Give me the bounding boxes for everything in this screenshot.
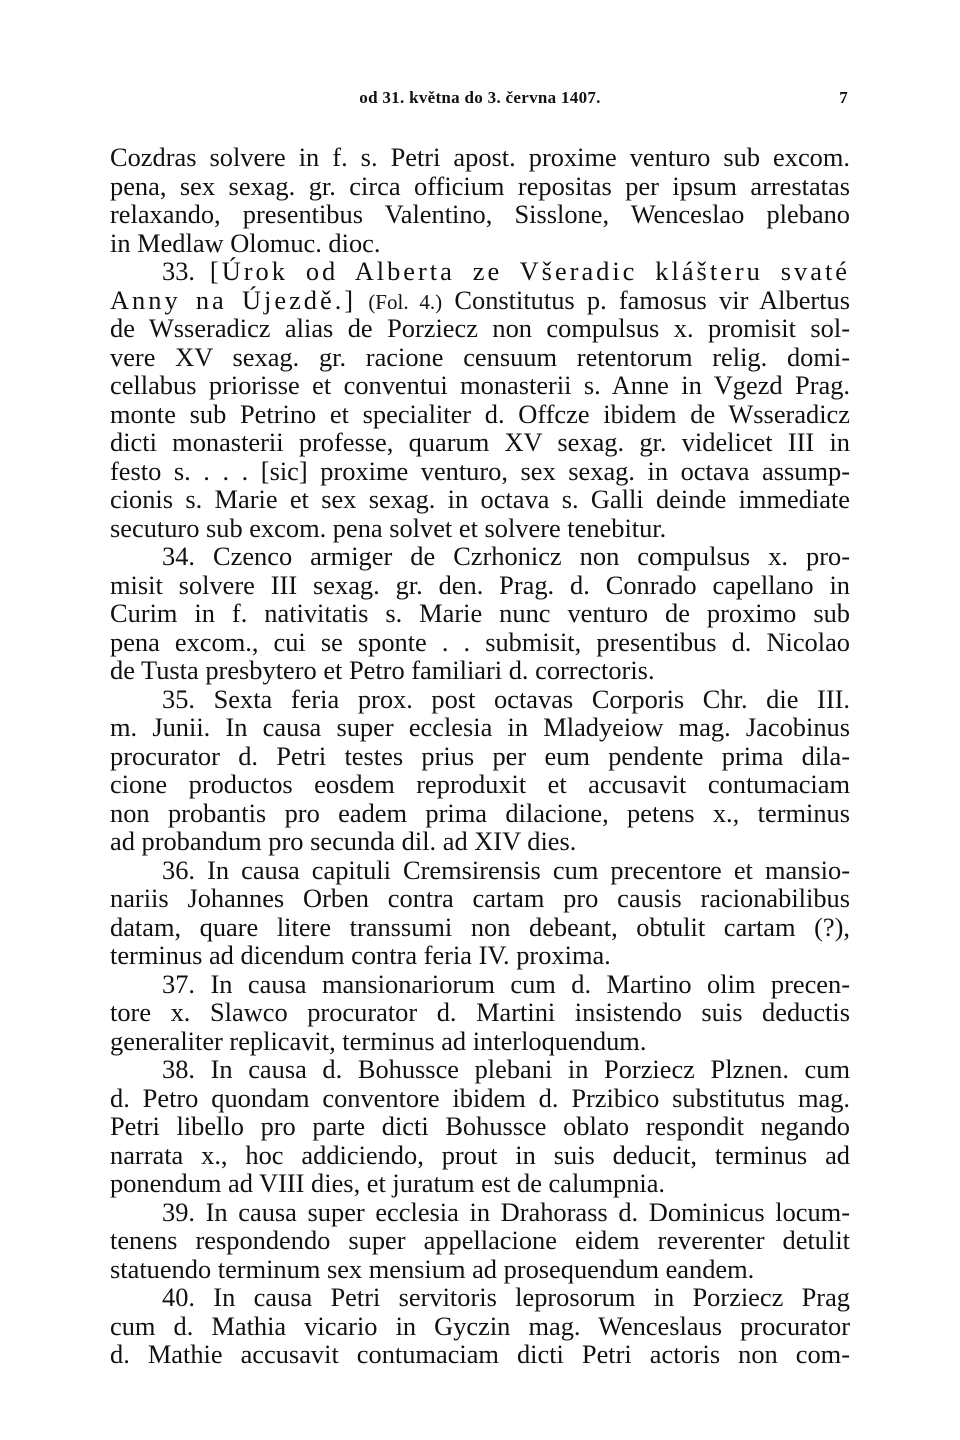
- text-line: dicti monasterii professe, quarum XV sexag. gr. videlicet III in: [110, 427, 850, 457]
- text-line: ad probandum pro secunda dil. ad XIV dies.: [110, 826, 577, 856]
- text-line: secuturo sub excom. pena solvet et solvere tenebitur.: [110, 512, 667, 543]
- text-line: festo s. . . . [sic] proxime venturo, sex sexag. in octava assump-: [110, 455, 850, 486]
- text-line: 39. In causa super ecclesia in Drahorass d. Dominicus locum-: [162, 1196, 850, 1227]
- running-title: od 31. května do 3. června 1407.: [359, 88, 601, 107]
- text-line: in Medlaw Olomuc. dioc.: [110, 227, 381, 258]
- text-line: 36. In causa capituli Cremsirensis cum precentore et mansio-: [162, 854, 850, 885]
- text-line: tore x. Slawco procurator d. Martini insistendo suis deductis: [110, 997, 850, 1027]
- page-header: [112, 88, 848, 118]
- text-line: Cozdras solvere in f. s. Petri apost. proxime venturo sub excom.: [110, 142, 850, 172]
- text-line: pena, sex sexag. gr. circa officium repositas per ipsum arrestatas: [110, 170, 850, 201]
- text-line: de Wsseradicz alias de Porziecz non compulsus x. promisit sol-: [110, 313, 850, 343]
- text-line: cionis s. Marie et sex sexag. in octava s. Galli deinde immediate: [110, 484, 850, 514]
- folio-reference: (Fol. 4.): [368, 289, 443, 314]
- text-line: terminus ad dicendum contra feria IV. proxima.: [110, 940, 611, 970]
- text-line: misit solvere III sexag. gr. den. Prag. d. Conrado capellano in: [110, 569, 850, 600]
- text-line: 40. In causa Petri servitoris leprosorum in Porziecz Prag: [162, 1282, 850, 1312]
- text-line: ponendum ad VIII dies, et juratum est de calumpnia.: [110, 1168, 666, 1198]
- text-line: [110, 286, 850, 315]
- text-line: 37. In causa mansionariorum cum d. Martino olim precen-: [162, 968, 850, 999]
- text-line: d. Mathie accusavit contumaciam dicti Petri actoris non com-: [110, 1339, 850, 1369]
- text-line: cum d. Mathia vicario in Gyczin mag. Wenceslaus procurator: [110, 1310, 850, 1341]
- text-line: tenens respondendo super appellacione eidem reverenter detulit: [110, 1225, 850, 1255]
- text-line: non probantis pro eadem prima dilacione, petens x., terminus: [110, 797, 850, 828]
- text-line: monte sub Petrino et specialiter d. Offcze ibidem de Wsseradicz: [110, 398, 850, 429]
- text-line: datam, quare litere transsumi non debeant, obtulit cartam (?),: [110, 911, 850, 942]
- text-line: procurator d. Petri testes prius per eum pendente prima dila-: [110, 740, 850, 771]
- text-line: pena excom., cui se sponte . . submisit, presentibus d. Nicolao: [110, 626, 850, 657]
- entry-33-heading: [110, 257, 850, 286]
- text-line: statuendo terminum sex mensium ad prosequendum eandem.: [110, 1253, 755, 1284]
- page-number: 7: [839, 88, 848, 107]
- text-line: Curim in f. nativitatis s. Marie nunc venturo de proximo sub: [110, 598, 850, 628]
- text-line: vere XV sexag. gr. racione censuum retentorum relig. domi-: [110, 341, 850, 372]
- text-line: Petri libello pro parte dicti Bohussce oblato respondit negando: [110, 1111, 850, 1141]
- text-line: generaliter replicavit, terminus ad interloquendum.: [110, 1025, 647, 1056]
- text-line: m. Junii. In causa super ecclesia in Mladyeiow mag. Jacobinus: [110, 712, 850, 742]
- entry-title: [Úrok od Alberta ze Všeradic klášteru svaté: [209, 256, 850, 286]
- text-line: cione productos eosdem reproduxit et accusavit contumaciam: [110, 769, 850, 799]
- text-fragment: Constitutus p. famosus vir Albertus: [454, 284, 850, 315]
- text-line: relaxando, presentibus Valentino, Sisslone, Wenceslao plebano: [110, 199, 850, 229]
- text-line: 34. Czenco armiger de Czrhonicz non compulsus x. pro-: [162, 541, 850, 571]
- document-body: [110, 143, 850, 1369]
- text-line: narrata x., hoc addiciendo, prout in suis deducit, terminus ad: [110, 1139, 850, 1170]
- text-line: nariis Johannes Orben contra cartam pro causis racionabilibus: [110, 883, 850, 913]
- entry-number: 33.: [162, 256, 195, 286]
- text-line: cellabus priorisse et conventui monasterii s. Anne in Vgezd Prag.: [110, 370, 850, 400]
- text-line: d. Petro quondam conventore ibidem d. Przibico substitutus mag.: [110, 1082, 850, 1113]
- text-line: 35. Sexta feria prox. post octavas Corporis Chr. die III.: [162, 683, 850, 714]
- text-line: 38. In causa d. Bohussce plebani in Porziecz Plznen. cum: [162, 1054, 850, 1084]
- entry-title-continued: Anny na Újezdě.]: [110, 284, 357, 315]
- text-line: de Tusta presbytero et Petro familiari d. correctoris.: [110, 655, 655, 685]
